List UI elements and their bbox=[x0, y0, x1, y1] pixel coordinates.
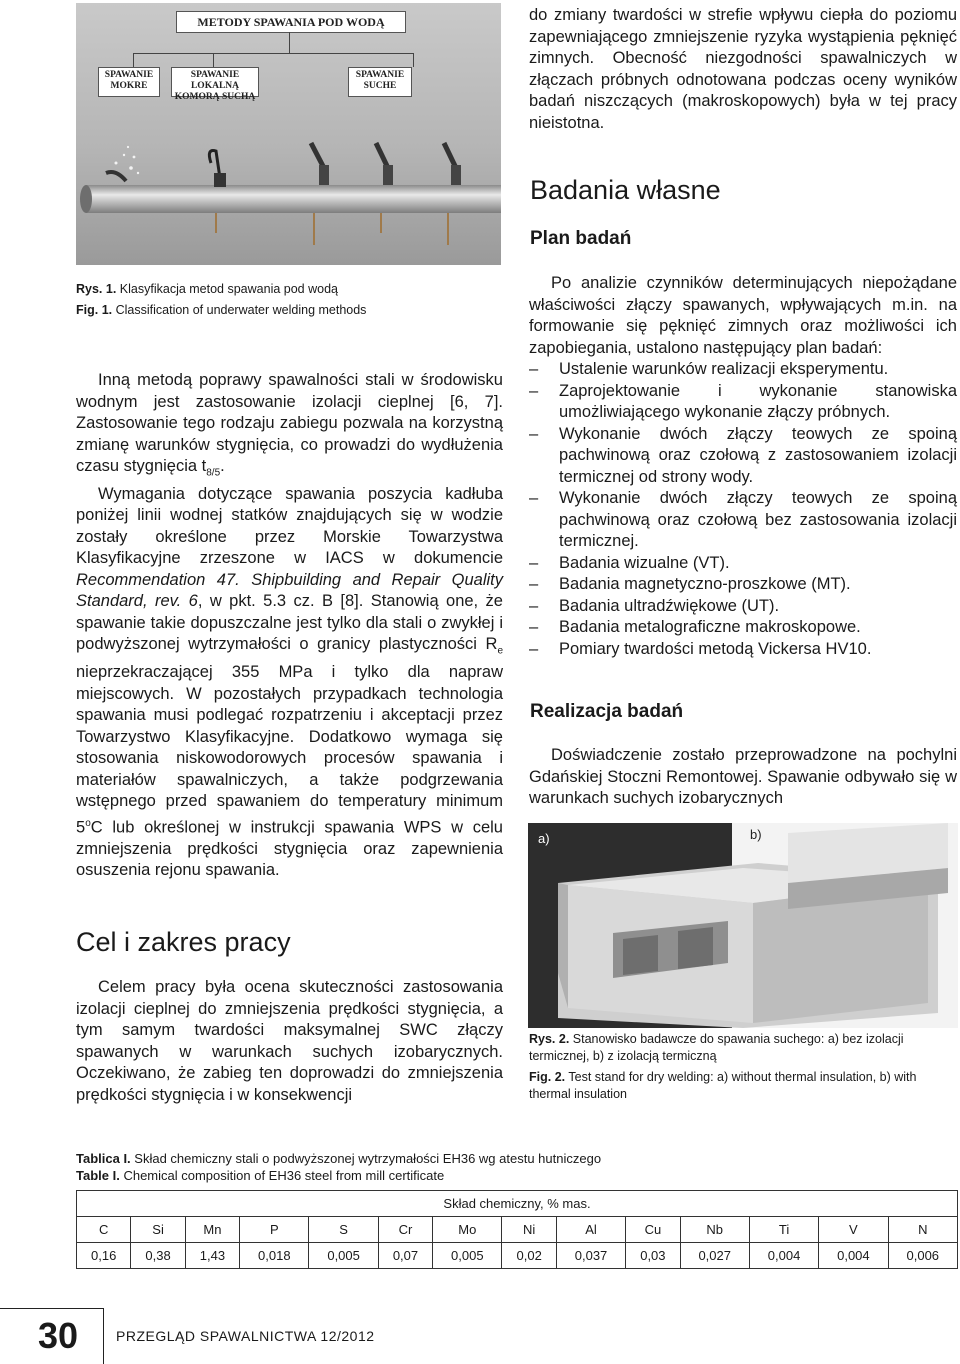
element-value-cell: 0,018 bbox=[240, 1243, 309, 1269]
list-item: – Wykonanie dwóch złączy teowych ze spoiną pachwinową oraz czołową bez zastosowania izolacji termicznej. bbox=[529, 488, 957, 553]
element-symbol-cell: V bbox=[819, 1217, 888, 1243]
element-symbol-cell: Ti bbox=[749, 1217, 818, 1243]
journal-name: PRZEGLĄD SPAWALNICTWA 12/2012 bbox=[116, 1328, 375, 1344]
element-symbol-cell: S bbox=[309, 1217, 378, 1243]
table-caption: Tablica I. Skład chemiczny stali o podwyższonej wytrzymałości EH36 wg atestu hutniczego Table I. Chemical composition of EH36 steel from mill certificate bbox=[76, 1151, 602, 1183]
plan-intro: Po analizie czynników determinujących niepożądane właściwości złączy spawanych, wpływających m.in. na formowanie się pęknięć zimnych oraz możliwości ich zapobiegania, ustalono następujący plan badań: bbox=[529, 274, 957, 357]
list-item: – Badania wizualne (VT). bbox=[529, 553, 957, 575]
element-symbol-cell: N bbox=[888, 1217, 957, 1243]
plan-list bbox=[529, 359, 957, 660]
table-row bbox=[77, 1243, 958, 1269]
plan-section bbox=[529, 273, 957, 660]
element-symbol-cell: Mo bbox=[433, 1217, 502, 1243]
list-item: – Badania ultradźwiękowe (UT). bbox=[529, 596, 957, 618]
element-value-cell: 0,004 bbox=[749, 1243, 818, 1269]
footer-page-box bbox=[0, 1308, 104, 1364]
paragraph: Celem pracy była ocena skuteczności zastosowania izolacji cieplnej do zmniejszenia prędkości stygnięcia, a tym samym twardości maksymalnej SWC złączy spawanych w warunkach suchych izobarycznych. Oczekiwano, że zabieg ten doprowadzi do zmniejszenia prędkości stygnięcia i w konsekwencji bbox=[76, 978, 503, 1104]
element-symbol-cell: Cr bbox=[378, 1217, 432, 1243]
right-column-continuation: do zmiany twardości w strefie wpływu ciepła do poziomu zapewniającego zmniejszenie ryzyka wystąpienia pęknięć zimnych. Obecność niezgodności spawalniczych w złączach próbnych odnotowana podczas oceny wyników badań niszczących (makroskopowych) była w tej pracy nieistotna. bbox=[529, 6, 957, 132]
figure-2 bbox=[528, 823, 958, 1028]
figure-1-caption: Rys. 1. Klasyfikacja metod spawania pod wodą Fig. 1. Classification of underwater welding methods bbox=[76, 282, 367, 317]
underwater-pipe-illustration bbox=[76, 133, 501, 265]
page-number: 30 bbox=[38, 1315, 79, 1356]
element-value-cell: 0,005 bbox=[433, 1243, 502, 1269]
element-symbol-cell: Nb bbox=[680, 1217, 749, 1243]
heading-plan-badan: Plan badań bbox=[530, 228, 632, 249]
diagram-title: METODY SPAWANIA POD WODĄ bbox=[197, 15, 385, 29]
element-symbol-cell: Al bbox=[556, 1217, 625, 1243]
list-item: – Pomiary twardości metodą Vickersa HV10. bbox=[529, 639, 957, 661]
element-value-cell: 0,005 bbox=[309, 1243, 378, 1269]
box-wet-welding: SPAWANIE MOKRE bbox=[98, 67, 160, 97]
element-value-cell: 0,16 bbox=[77, 1243, 131, 1269]
element-symbol-cell: P bbox=[240, 1217, 309, 1243]
list-item: – Ustalenie warunków realizacji eksperymentu. bbox=[529, 359, 957, 381]
heading-cel-i-zakres: Cel i zakres pracy bbox=[76, 927, 291, 957]
element-value-cell: 0,07 bbox=[378, 1243, 432, 1269]
element-symbol-cell: Ni bbox=[502, 1217, 556, 1243]
chemical-composition-table bbox=[76, 1190, 958, 1269]
element-symbol-cell: Si bbox=[131, 1217, 185, 1243]
left-column-body-2 bbox=[76, 977, 503, 1106]
table-header-row bbox=[77, 1191, 958, 1217]
left-column-body bbox=[76, 370, 503, 882]
diagram-title-box bbox=[176, 11, 406, 33]
element-value-cell: 0,03 bbox=[626, 1243, 680, 1269]
paragraph: Inną metodą poprawy spawalności stali w środowisku wodnym jest zastosowanie izolacji cieplnej [6, 7]. Zastosowanie tego rodzaju zabiegu pozwala na korzystną zmianę warunków stygnięcia, co prowadzi do wydłużenia czasu stygnięcia $t_{8/5}$. bbox=[76, 371, 503, 479]
panel-b-label: b) bbox=[750, 827, 762, 842]
element-value-cell: 0,027 bbox=[680, 1243, 749, 1269]
heading-realizacja-badan: Realizacja badań bbox=[530, 701, 684, 722]
realizacja-paragraph: Doświadczenie zostało przeprowadzone na pochylni Gdańskiej Stoczni Remontowej. Spawanie odbywało się w warunkach suchych izobarycznych bbox=[529, 746, 957, 807]
panel-a-label: a) bbox=[538, 831, 550, 846]
box-local-dry-chamber: SPAWANIE LOKALNĄ KOMORĄ SUCHĄ bbox=[171, 67, 259, 97]
test-stand-illustration bbox=[528, 823, 958, 1028]
element-symbol-cell: Mn bbox=[185, 1217, 239, 1243]
element-symbol-cell: C bbox=[77, 1217, 131, 1243]
table-header: Skład chemiczny, % mas. bbox=[77, 1191, 958, 1217]
element-value-cell: 0,004 bbox=[819, 1243, 888, 1269]
paragraph: Wymagania dotyczące spawania poszycia kadłuba poniżej linii wodnej statków znajdujących się w wodzie zostały określone przez Morskie Towarzystwa Klasyfikacyjne zrzeszone w IACS w dokumencie Recommendation 47. Shipbuilding and Repair Quality Standard, rev. 6, w pkt. 5.3 cz. B [8]. Stanowią one, że spawanie takie dopuszczalne jest tylko dla stali o zwykłej i podwyższonej wytrzymałości o granicy plastyczności $R_e$ nieprzekraczającej 355 MPa i tylko dla napraw miejscowych. W pozostałych przypadkach technologia spawania musi podlegać rozpatrzeniu i akceptacji przez Towarzystwo Klasyfikacyjne. Dodatkowo wymaga się stosowania niskowodorowych procesów spawania i materiałów spawalniczych, a także podgrzewania wstępnego przed spawaniem do temperatury minimum 5$^o$C lub określonej w instrukcji spawania WPS w celu zmniejszenia prędkości stygnięcia oraz zapewnienia osuszenia rejonu spawania. bbox=[76, 484, 503, 880]
element-value-cell: 0,02 bbox=[502, 1243, 556, 1269]
box-dry-welding: SPAWANIE SUCHE bbox=[348, 67, 412, 97]
list-item: – Badania metalograficzne makroskopowe. bbox=[529, 617, 957, 639]
list-item: – Wykonanie dwóch złączy teowych ze spoiną pachwinową oraz czołową z zastosowaniem izolacji termicznej od strony wody. bbox=[529, 424, 957, 489]
element-value-cell: 1,43 bbox=[185, 1243, 239, 1269]
element-value-cell: 0,037 bbox=[556, 1243, 625, 1269]
heading-badania-wlasne: Badania własne bbox=[530, 175, 721, 205]
figure-2-caption: Rys. 2. Stanowisko badawcze do spawania suchego: a) bez izolacji termicznej, b) z izolacją termiczną Fig. 2. Test stand for dry welding: a) without thermal insulation, b) with thermal insulation bbox=[529, 1032, 917, 1101]
element-value-cell: 0,006 bbox=[888, 1243, 957, 1269]
element-value-cell: 0,38 bbox=[131, 1243, 185, 1269]
figure-1 bbox=[76, 3, 501, 265]
list-item: – Badania magnetyczno-proszkowe (MT). bbox=[529, 574, 957, 596]
element-symbol-cell: Cu bbox=[626, 1217, 680, 1243]
list-item: – Zaprojektowanie i wykonanie stanowiska umożliwiającego wykonanie złączy próbnych. bbox=[529, 381, 957, 424]
table-row bbox=[77, 1217, 958, 1243]
